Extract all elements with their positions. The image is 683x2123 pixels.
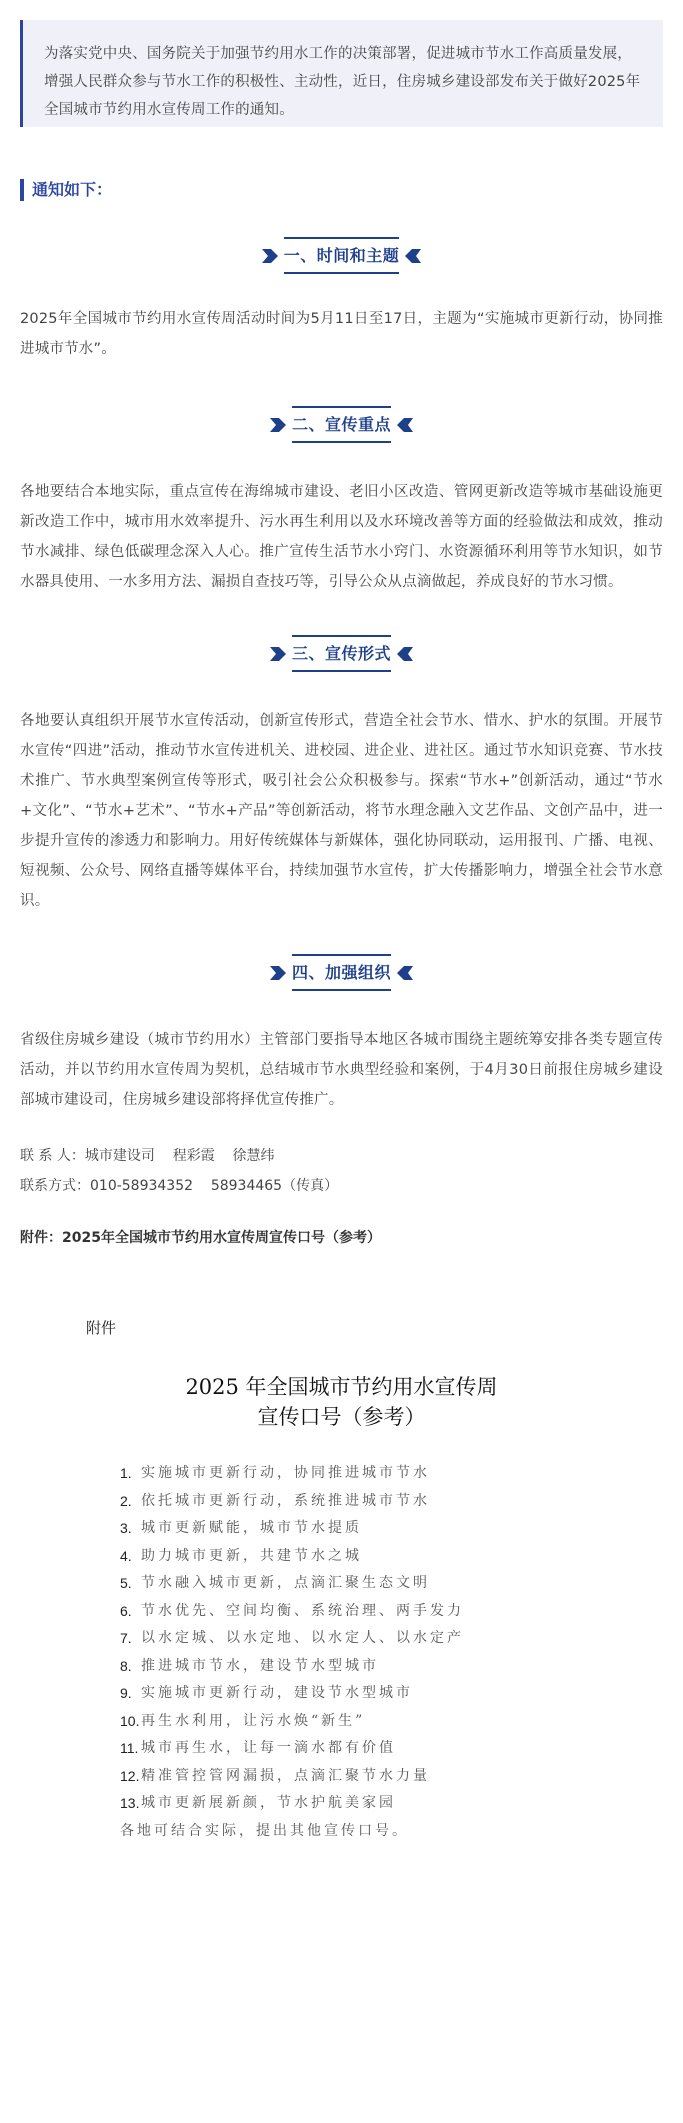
slogan-number: 6.: [120, 1602, 132, 1619]
slogan-item: [120, 1653, 683, 1681]
attachment-title: [0, 1372, 683, 1432]
chevron-right-icon: [270, 647, 286, 661]
slogan-number: 8.: [120, 1657, 132, 1674]
slogan-item: [120, 1735, 683, 1763]
section-body-3: 各地要认真组织开展节水宣传活动，创新宣传形式，营造全社会节水、惜水、护水的氛围。开展节水宣传“四进”活动，推动节水宣传进机关、进校园、进企业、进社区。通过节水知识竞赛、节水技术推广、节水典型案例宣传等形式，吸引社会公众积极参与。探索“节水+”创新活动，通过“节水+文化”、“节水+艺术”、“节水+产品”等创新活动，将节水理念融入文艺作品、文创产品中，进一步提升宣传的渗透力和影响力。用好传统媒体与新媒体，强化协同联动，运用报刊、广播、电视、短视频、公众号、网络直播等媒体平台，持续加强节水宣传，扩大传播影响力，增强全社会节水意识。: [20, 713, 663, 909]
section-title-4: [20, 954, 663, 991]
slogan-number: 12.: [120, 1767, 140, 1784]
slogan-item: [120, 1763, 683, 1791]
slogan-item: [120, 1488, 683, 1516]
slogan-number: 3.: [120, 1520, 132, 1536]
slogan-text: 城市更新展新颜，节水护航美家园: [141, 1795, 396, 1811]
slogan-text: 实施城市更新行动，建设节水型城市: [141, 1685, 413, 1701]
article: [0, 20, 683, 1247]
chevron-right-icon: [262, 249, 278, 263]
slogan-item: [120, 1625, 683, 1653]
attachment-scan-image: [0, 1317, 683, 1845]
slogan-item: [120, 1543, 683, 1571]
section-title-label: 四、加强组织: [292, 954, 391, 991]
chevron-right-icon: [270, 966, 286, 980]
section-title-3: [20, 635, 663, 672]
section-body-2: 各地要结合本地实际，重点宣传在海绵城市建设、老旧小区改造、管网更新改造等城市基础设施更新改造工作中，城市用水效率提升、污水再生利用以及水环境改善等方面的经验做法和成效，推动节水减排、绿色低碳理念深入人心。推广宣传生活节水小窍门、水资源循环利用等节水知识，如节水器具使用、一水多用方法、漏损自查技巧等，引导公众从点滴做起，养成良好的节水习惯。: [20, 484, 663, 590]
slogan-text: 精准管控管网漏损，点滴汇聚节水力量: [141, 1767, 430, 1784]
slogan-note: 各地可结合实际，提出其他宣传口号。: [120, 1822, 409, 1839]
attachment-title-line2: 宣传口号（参考）: [257, 1405, 426, 1429]
slogan-text: 城市再生水，让每一滴水都有价值: [141, 1740, 396, 1756]
slogan-item: [120, 1570, 683, 1598]
section-body-1: 2025年全国城市节约用水宣传周活动时间为5月11日至17日，主题为“实施城市更新行动，协同推进城市节水”。: [20, 311, 663, 357]
slogan-number: 13.: [120, 1795, 140, 1811]
slogan-text: 助力城市更新，共建节水之城: [141, 1547, 362, 1564]
slogan-text: 节水融入城市更新，点滴汇聚生态文明: [141, 1575, 430, 1591]
slogan-text: 节水优先、空间均衡、系统治理、两手发力: [141, 1602, 464, 1619]
attachment-title-line1: 2025 年全国城市节约用水宣传周: [185, 1375, 498, 1399]
slogan-number: 7.: [120, 1630, 132, 1646]
chevron-left-icon: [397, 966, 413, 980]
chevron-right-icon: [270, 418, 286, 432]
attachment-label: 附件: [86, 1319, 117, 1337]
chevron-left-icon: [397, 418, 413, 432]
contact-phone: 联系方式：010-58934352 58934465（传真）: [20, 1178, 339, 1194]
slogan-item: [120, 1515, 683, 1543]
chevron-left-icon: [397, 647, 413, 661]
slogan-item: [120, 1708, 683, 1736]
section-title-1: [20, 237, 663, 274]
slogan-list: [120, 1460, 683, 1845]
attachment-link[interactable]: 附件：2025年全国城市节约用水宣传周宣传口号（参考）: [20, 1230, 381, 1246]
slogan-item: [120, 1790, 683, 1818]
slogan-number: 2.: [120, 1492, 132, 1509]
slogan-item: [120, 1598, 683, 1626]
slogan-number: 1.: [120, 1465, 132, 1481]
section-title-label: 一、时间和主题: [284, 237, 400, 274]
slogan-number: 10.: [120, 1712, 140, 1729]
slogan-text: 再生水利用，让污水焕“新生”: [141, 1712, 366, 1729]
slogan-text: 推进城市节水，建设节水型城市: [141, 1657, 379, 1674]
slogan-text: 城市更新赋能，城市节水提质: [141, 1520, 362, 1536]
slogan-item: [120, 1460, 683, 1488]
slogan-number: 9.: [120, 1685, 132, 1701]
section-title-label: 二、宣传重点: [292, 406, 391, 443]
contact-person: 联 系 人：城市建设司 程彩霞 徐慧纬: [20, 1148, 275, 1164]
notice-heading: 通知如下：: [20, 179, 663, 201]
slogan-number: 11.: [120, 1740, 139, 1756]
section-title-2: [20, 406, 663, 443]
intro-blockquote: [20, 20, 663, 127]
slogan-text: 以水定城、以水定地、以水定人、以水定产: [141, 1630, 464, 1646]
slogan-text: 依托城市更新行动，系统推进城市节水: [141, 1492, 430, 1509]
intro-text: 为落实党中央、国务院关于加强节约用水工作的决策部署，促进城市节水工作高质量发展，增强人民群众参与节水工作的积极性、主动性，近日，住房城乡建设部发布关于做好2025年全国城市节约用水宣传周工作的通知。: [44, 46, 641, 118]
contact-block: [20, 1141, 663, 1201]
slogan-number: 5.: [120, 1575, 132, 1591]
slogan-text: 实施城市更新行动，协同推进城市节水: [141, 1465, 430, 1481]
section-body-4: 省级住房城乡建设（城市节约用水）主管部门要指导本地区各城市围绕主题统筹安排各类专题宣传活动，并以节约用水宣传周为契机，总结城市节水典型经验和案例，于4月30日前报住房城乡建设部城市建设司，住房城乡建设部将择优宣传推广。: [20, 1032, 663, 1108]
slogan-item: [120, 1680, 683, 1708]
slogan-number: 4.: [120, 1547, 132, 1564]
section-title-label: 三、宣传形式: [292, 635, 391, 672]
chevron-left-icon: [405, 249, 421, 263]
